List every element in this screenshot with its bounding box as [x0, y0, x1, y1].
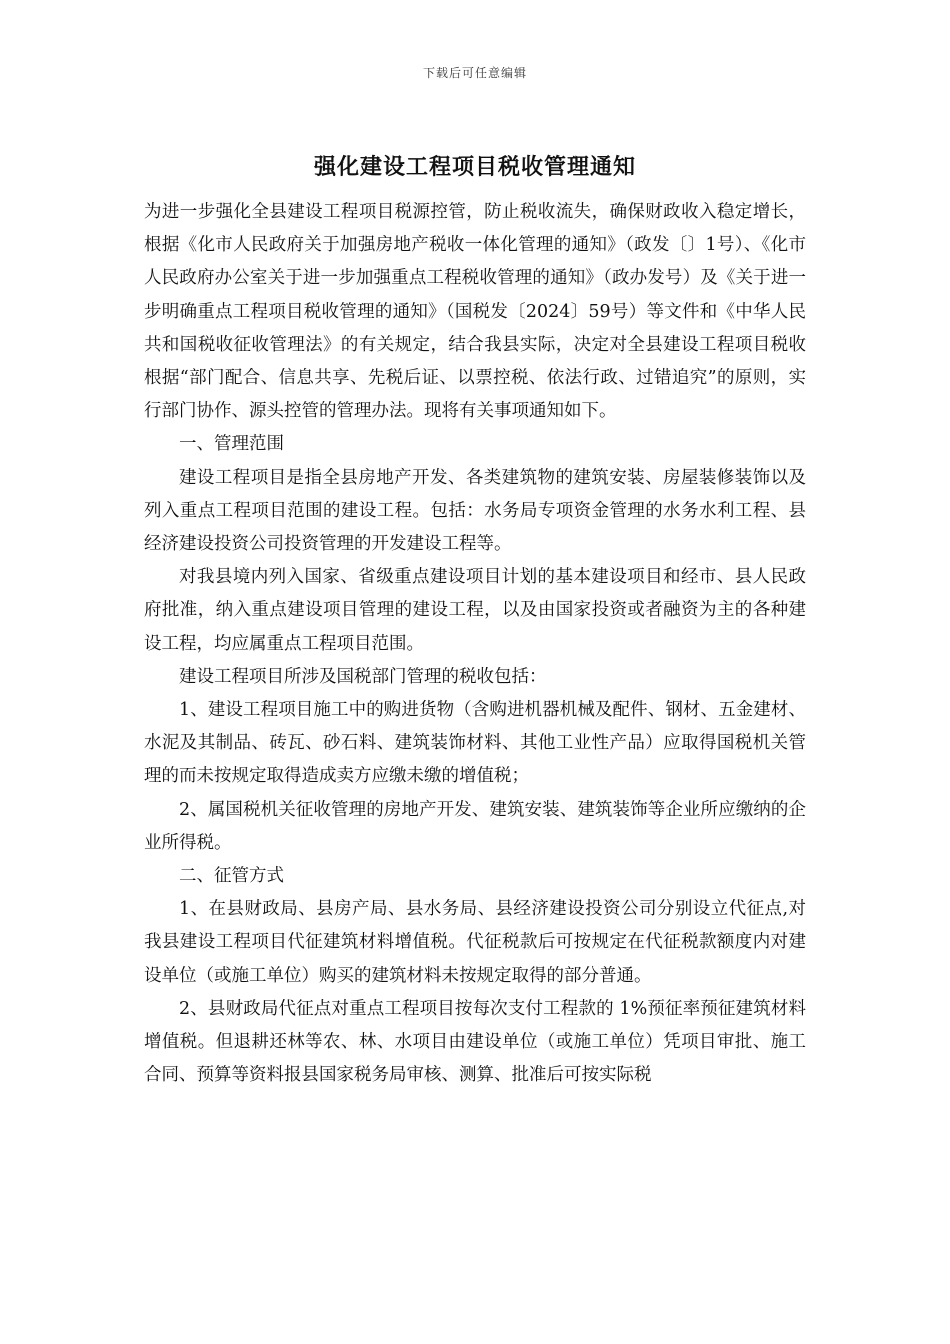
header-note: 下载后可任意编辑	[422, 66, 527, 80]
section-heading-collection: 二、征管方式	[179, 866, 284, 887]
list-item: 2、县财政局代征点对重点工程项目按每次支付工程款的 1%预征率预征建筑材料增值税。但退耕还林等农、林、水项目由建设单位（或施工单位）凭项目审批、施工合同、预算等资料报县国家税务局审核、测算、批准后可按实际税	[144, 998, 806, 1086]
list-item: 1、在县财政局、县房产局、县水务局、县经济建设投资公司分别设立代征点,对我县建设工程项目代征建筑材料增值税。代征税款后可按规定在代征税款额度内对建设单位（或施工单位）购买的建筑材料未按规定取得的部分普通。	[144, 899, 806, 986]
paragraph-intro: 为进一步强化全县建设工程项目税源控管，防止税收流失，确保财政收入稳定增长，根据《化市人民政府关于加强房地产税收一体化管理的通知》（政发〔〕1号）、《化市人民政府办公室关于进一步加强重点工程税收管理的通知》（政办发号）及《关于进一步明确重点工程项目税收管理的通知》（国税发〔2024〕59号）等文件和《中华人民共和国税收征收管理法》的有关规定，结合我县实际，决定对全县建设工程项目税收根据“部门配合、信息共享、先税后证、以票控税、依法行政、过错追究”的原则，实行部门协作、源头控管的管理办法。现将有关事项通知如下。	[144, 202, 806, 422]
paragraph: 对我县境内列入国家、省级重点建设项目计划的基本建设项目和经市、县人民政府批准，纳入重点建设项目管理的建设工程，以及由国家投资或者融资为主的各种建设工程，均应属重点工程项目范围。	[144, 567, 806, 654]
list-item: 2、属国税机关征收管理的房地产开发、建筑安装、建筑装饰等企业所应缴纳的企业所得税。	[144, 799, 806, 853]
paragraph: 建设工程项目是指全县房地产开发、各类建筑物的建筑安装、房屋装修装饰以及列入重点工程项目范围的建设工程。包括：水务局专项资金管理的水务水利工程、县经济建设投资公司投资管理的开发建设工程等。	[144, 467, 806, 555]
section-heading-scope: 一、管理范围	[179, 434, 284, 455]
document-body	[144, 196, 806, 1092]
list-item: 1、建设工程项目施工中的购进货物（含购进机器机械及配件、钢材、五金建材、水泥及其制品、砖瓦、砂石料、建筑装饰材料、其他工业性产品）应取得国税机关管理的而未按规定取得造成卖方应缴未缴的增值税；	[144, 700, 806, 787]
paragraph: 建设工程项目所涉及国税部门管理的税收包括：	[179, 666, 547, 687]
document-title: 强化建设工程项目税收管理通知	[313, 154, 636, 180]
